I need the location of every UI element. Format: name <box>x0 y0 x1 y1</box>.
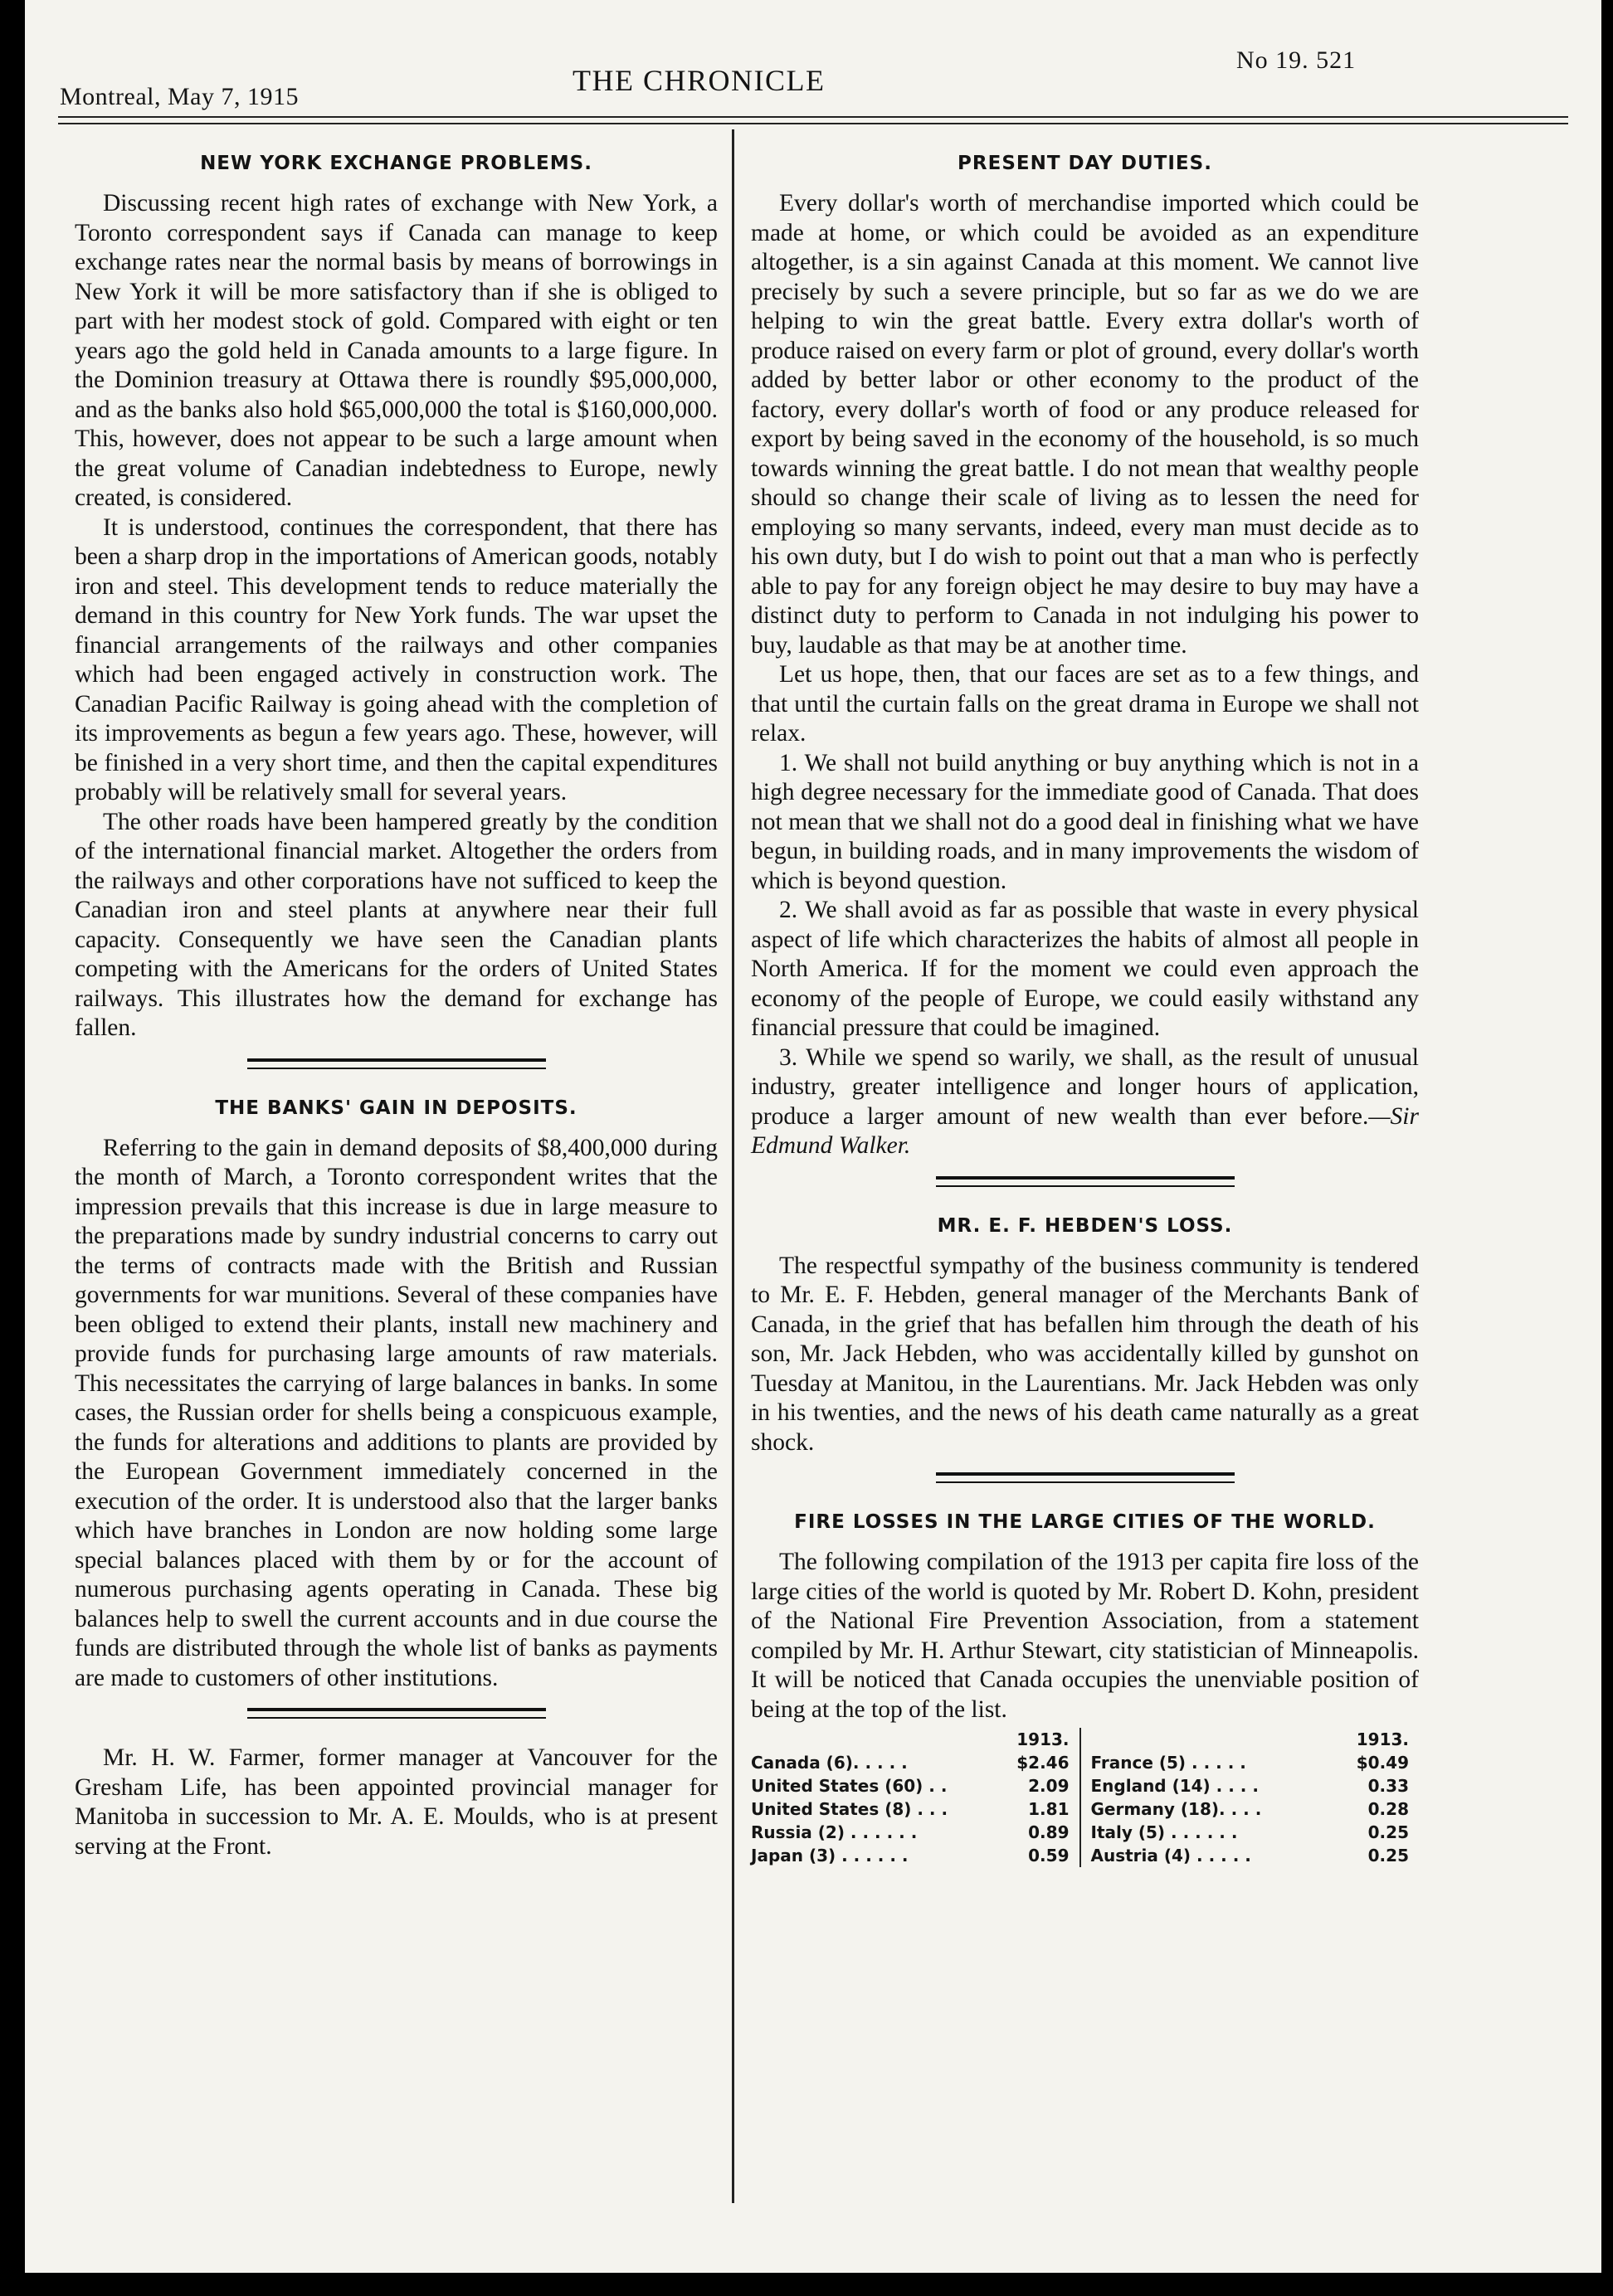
table-country: Austria (4) . . . . . <box>1090 1846 1251 1866</box>
section-separator <box>936 1472 1235 1483</box>
paragraph: The following compilation of the 1913 per capita fire loss of the large cities of the world is quoted by Mr. Robert D. Kohn, president of the National Fire Prevention Association, from a statement compiled by Mr. H. Arthur Stewart, city statistician of Minneapolis. It will be noticed that Canada occupies the unenviable position of being at the top of the list. <box>751 1549 1419 1723</box>
table-country: France (5) . . . . . <box>1090 1753 1246 1773</box>
paragraph: 2. We shall avoid as far as possible that waste in every physical aspect of life which characterizes the habits of almost all people in North America. If for the moment we could even approach the economy of the people of Europe, we could easily withstand any financial pressure that could be imagined. <box>751 897 1419 1041</box>
table-row <box>751 1797 1070 1821</box>
table-country: Russia (2) . . . . . . <box>751 1822 918 1842</box>
table-value: 0.28 <box>1367 1799 1409 1819</box>
table-row <box>1091 1797 1410 1821</box>
table-value: 0.89 <box>1028 1822 1070 1842</box>
table-country: England (14) . . . . <box>1090 1776 1259 1796</box>
table-row <box>1091 1844 1410 1867</box>
paragraph: 1. We shall not build anything or buy anything which is not in a high degree necessary for the immediate good of Canada. That does not mean that we shall not do a good deal in finishing what we have begun, in building roads, and in many improvements the wisdom of which is beyond question. <box>751 749 1419 894</box>
article-title: NEW YORK EXCHANGE PROBLEMS. <box>200 153 592 174</box>
table-year: 1913. <box>1016 1729 1070 1749</box>
table-country: Japan (3) . . . . . . <box>751 1846 909 1866</box>
paragraph: Referring to the gain in demand deposits of $8,400,000 during the month of March, a Toronto correspondent writes that the impression prevails that this increase is due in large measure to the preparations made by sundry industrial concerns to carry out the terms of contracts made with the British and Russian governments for war munitions. Several of these companies have been obliged to extend their plants, install new machinery and provide funds for purchasing large amounts of raw materials. This necessitates the carrying of large balances in banks. In some cases, the Russian order for shells being a conspicuous example, the funds for alterations and additions to plants are provided by the European Government immediately concerned in the execution of the order. It is understood also that the larger banks which have branches in London are now holding some large special balances placed with them by or for the account of numerous purchasing agents operating in Canada. These big balances help to swell the current accounts and in due course the funds are distributed through the whole list of banks as payments are made to customers of other institutions. <box>75 1134 718 1691</box>
table-row <box>751 1751 1070 1774</box>
paragraph: The other roads have been hampered greatly by the condition of the international financial market. Altogether the orders from the railways and other corporations have not sufficed to keep the Canadian iron and steel plants at anywhere near their full capacity. Consequently we have seen the Canadian plants competing with the Americans for the orders of United States railways. This illustrates how the demand for exchange has fallen. <box>75 808 718 1041</box>
table-row <box>1091 1751 1410 1774</box>
issue-date: Montreal, May 7, 1915 <box>60 83 299 110</box>
page-number: No 19. 521 <box>1236 46 1357 74</box>
table-row <box>751 1821 1070 1844</box>
section-separator <box>936 1176 1235 1187</box>
paragraph: It is understood, continues the correspondent, that there has been a sharp drop in the importations of American goods, notably iron and steel. This development tends to reduce materially the demand in this country for New York funds. The war upset the financial arrangements of the railways and other companies which had been engaged actively in construction work. The Canadian Pacific Railway is going ahead with the completion of its improvements as begun a few years ago. These, however, will be finished in a very short time, and then the capital expenditures probably will be relatively small for several years. <box>75 513 718 805</box>
table-country: Germany (18). . . . <box>1090 1799 1262 1819</box>
table-row <box>751 1774 1070 1797</box>
section-separator <box>247 1058 546 1069</box>
newspaper-page <box>25 0 1601 2273</box>
paragraph: The respectful sympathy of the business community is tendered to Mr. E. F. Hebden, general manager of the Merchants Bank of Canada, in the grief that has befallen him through the death of his son, Mr. Jack Hebden, who was accidentally killed by gunshot on Tuesday at Manitou, in the Laurentians. Mr. Jack Hebden was only in his twenties, and the news of his death came naturally as a great shock. <box>751 1252 1419 1456</box>
column-divider <box>732 129 734 2203</box>
paragraph: Discussing recent high rates of exchange with New York, a Toronto correspondent says if Canada can manage to keep exchange rates near the normal basis by means of borrowings in New York it will be more satisfactory than if she is obliged to part with her modest stock of gold. Compared with eight or ten years ago the gold held in Canada amounts to a large figure. In the Dominion treasury at Ottawa there is roundly $95,000,000, and as the banks also hold $65,000,000 the total is $160,000,000. This, however, does not appear to be such a large amount when the great volume of Canadian indebtedness to Europe, newly created, is considered. <box>75 190 718 511</box>
article-title: MR. E. F. HEBDEN'S LOSS. <box>937 1214 1233 1237</box>
paragraph: Mr. H. W. Farmer, former manager at Vancouver for the Gresham Life, has been appointed provincial manager for Manitoba in succession to Mr. A. E. Moulds, who is at present serving at the Front. <box>75 1744 718 1860</box>
table-value: 0.25 <box>1367 1822 1409 1842</box>
paragraph <box>751 1043 1419 1161</box>
article-title: FIRE LOSSES IN THE LARGE CITIES OF THE WORLD. <box>794 1511 1376 1533</box>
signature: —Sir Edmund Walker. <box>751 1102 1419 1159</box>
table-value: $2.46 <box>1016 1753 1070 1773</box>
table-year: 1913. <box>1356 1729 1409 1749</box>
table-country: Italy (5) . . . . . . <box>1090 1822 1238 1842</box>
table-value: 2.09 <box>1028 1776 1070 1796</box>
publication-title: THE CHRONICLE <box>573 64 826 97</box>
article-title: THE BANKS' GAIN IN DEPOSITS. <box>215 1097 577 1119</box>
table-column-right <box>1081 1728 1420 1867</box>
table-country: United States (8) . . . <box>751 1799 948 1819</box>
paragraph: Let us hope, then, that our faces are set as to a few things, and that until the curtain falls on the great drama in Europe we shall not relax. <box>751 661 1419 747</box>
table-value: 0.59 <box>1028 1846 1070 1866</box>
table-value: 0.25 <box>1367 1846 1409 1866</box>
table-value: $0.49 <box>1356 1753 1409 1773</box>
paragraph: Every dollar's worth of merchandise imported which could be made at home, or which could be avoided as an expenditure altogether, is a sin against Canada at this moment. We cannot live precisely by such a severe principle, but so far as we do we are helping to win the great battle. Every extra dollar's worth of produce raised on every farm or plot of ground, every dollar's worth added by better labor or other economy to the product of the factory, every dollar's worth of food or any produce released for export by being saved in the economy of the household, is so much towards winning the great battle. I do not mean that wealthy people should so change their scale of living as to lessen the need for employing so many servants, indeed, every man must decide as to his own duty, but I do wish to point out that a man who is perfectly able to pay for any foreign object he may desire to buy may have a distinct duty to perform to Canada in not indulging his power to buy, laudable as that may be at another time. <box>751 190 1419 659</box>
right-column <box>751 149 1419 1867</box>
header-rule <box>58 116 1568 124</box>
table-row <box>751 1844 1070 1867</box>
table-country: United States (60) . . <box>751 1776 948 1796</box>
section-separator <box>247 1708 546 1719</box>
table-row <box>1091 1821 1410 1844</box>
paragraph-text: 3. While we spend so warily, we shall, as the result of unusual industry, greater intelligence and longer hours of application, produce a larger amount of new wealth than ever before. <box>751 1043 1419 1130</box>
table-column-left <box>751 1728 1081 1867</box>
table-value: 1.81 <box>1028 1799 1070 1819</box>
left-column <box>75 149 718 1861</box>
article-title: PRESENT DAY DUTIES. <box>958 153 1212 174</box>
table-country: Canada (6). . . . . <box>751 1753 908 1773</box>
table-row <box>1091 1774 1410 1797</box>
fire-loss-table <box>751 1728 1419 1867</box>
table-value: 0.33 <box>1367 1776 1409 1796</box>
